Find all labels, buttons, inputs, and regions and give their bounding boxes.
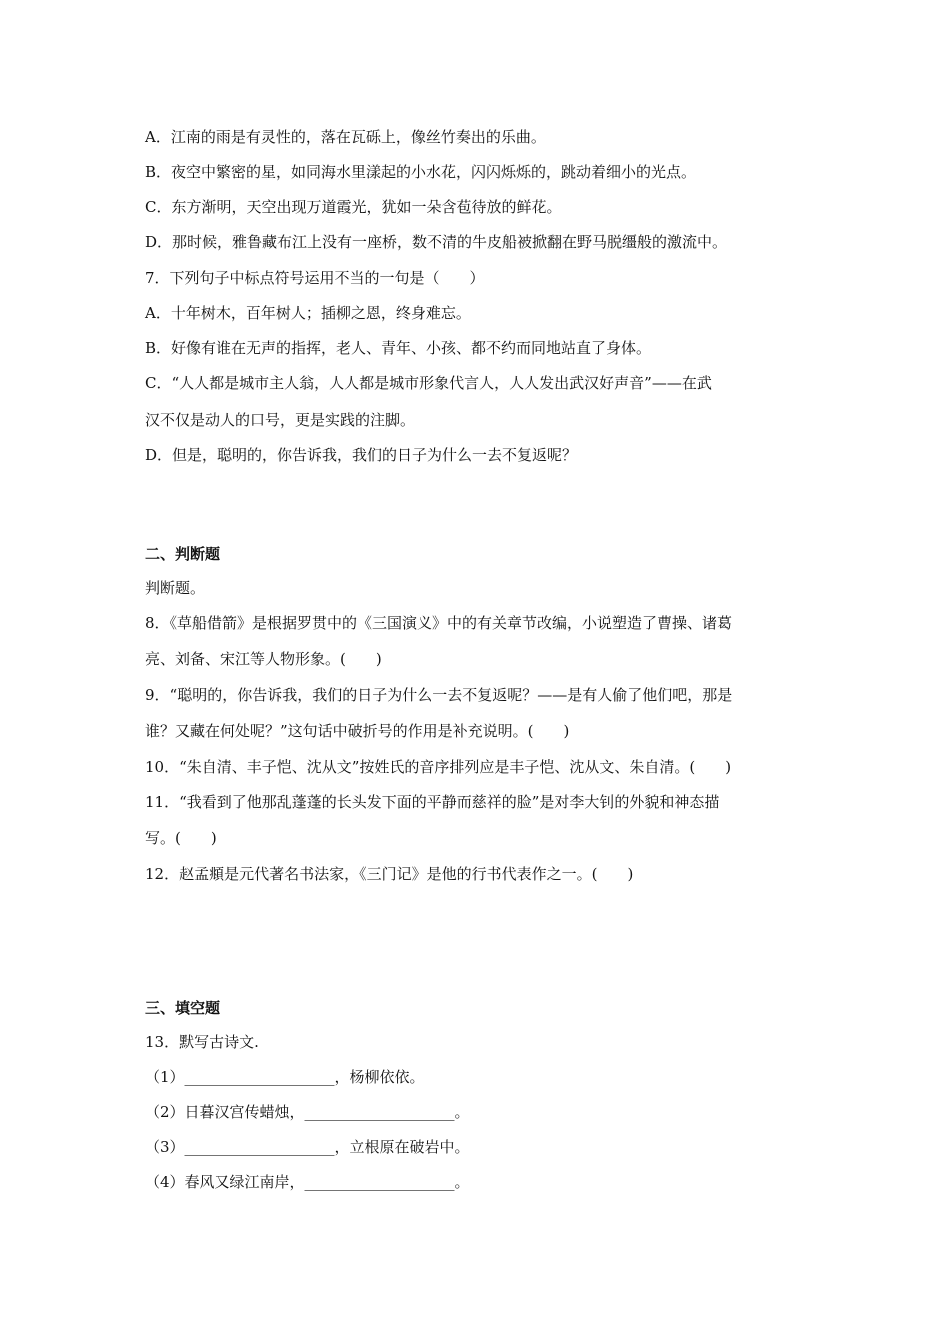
q11-line1: 11．“我看到了他那乱蓬蓬的长头发下面的平静而慈祥的脸”是对李大钊的外貌和神态描 (145, 793, 720, 811)
q11-line2: 写。( ) (145, 829, 217, 847)
section2-intro: 判断题。 (145, 579, 206, 597)
q7-option-d: D．但是，聪明的，你告诉我，我们的日子为什么一去不复返呢？ (145, 446, 578, 464)
q12: 12．赵孟頫是元代著名书法家，《三门记》是他的行书代表作之一。( ) (145, 865, 634, 883)
q7-option-c-line1: C．“人人都是城市主人翁，人人都是城市形象代言人，人人发出武汉好声音”——在武 (145, 374, 712, 392)
q6-option-c: C．东方渐明，天空出现万道霞光，犹如一朵含苞待放的鲜花。 (145, 198, 562, 216)
q13-blank-2: （2）日暮汉宫传蜡烛，____________________。 (145, 1103, 470, 1121)
q7-stem: 7．下列句子中标点符号运用不当的一句是（ ） (145, 269, 485, 287)
section2-title: 二、判断题 (145, 545, 221, 563)
section3-title: 三、填空题 (145, 999, 221, 1017)
q7-option-c-line2: 汉不仅是动人的口号，更是实践的注脚。 (145, 411, 416, 429)
q13-blank-1: （1）____________________，杨柳依依。 (145, 1068, 425, 1086)
q7-option-a: A．十年树木，百年树人；插柳之恩，终身难忘。 (145, 304, 471, 322)
q6-option-a: A．江南的雨是有灵性的，落在瓦砾上，像丝竹奏出的乐曲。 (145, 128, 546, 146)
q10: 10．“朱自清、丰子恺、沈从文”按姓氏的音序排列应是丰子恺、沈从文、朱自清。( ) (145, 758, 732, 776)
q8-line2: 亮、刘备、宋江等人物形象。( ) (145, 650, 382, 668)
q9-line1: 9．“聪明的，你告诉我，我们的日子为什么一去不复返呢？——是有人偷了他们吧，那是 (145, 686, 733, 704)
q13-blank-3: （3）____________________，立根原在破岩中。 (145, 1138, 470, 1156)
q13-blank-4: （4）春风又绿江南岸，____________________。 (145, 1173, 470, 1191)
q6-option-b: B．夜空中繁密的星，如同海水里漾起的小水花，闪闪烁烁的，跳动着细小的光点。 (145, 163, 697, 181)
q7-option-b: B．好像有谁在无声的指挥，老人、青年、小孩、都不约而同地站直了身体。 (145, 339, 652, 357)
q9-line2: 谁？又藏在何处呢？”这句话中破折号的作用是补充说明。( ) (145, 722, 570, 740)
q8-line1: 8．《草船借箭》是根据罗贯中的《三国演义》中的有关章节改编，小说塑造了曹操、诸葛 (145, 614, 733, 632)
q6-option-d: D．那时候，雅鲁藏布江上没有一座桥，数不清的牛皮船被掀翻在野马脱缰般的激流中。 (145, 233, 728, 251)
q13-stem: 13．默写古诗文. (145, 1033, 259, 1051)
